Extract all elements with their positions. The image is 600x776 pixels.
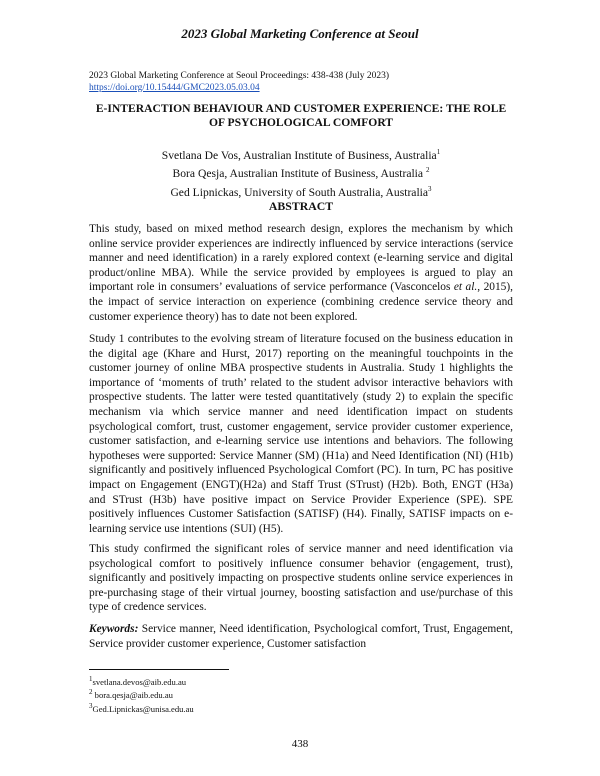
author-3 [89, 182, 513, 200]
footnote-rule [89, 669, 229, 670]
p1-text-b: , 2015), the impact of service interaction on experience (combining credence service theory and customer experience theory) has to date not been explored. [89, 281, 513, 323]
proceedings-citation: 2023 Global Marketing Conference at Seoul Proceedings: 438-438 (July 2023) [89, 71, 389, 81]
abstract-paragraph-2: Study 1 contributes to the evolving stream of literature focused on the business education in the digital age (Khare and Hurst, 2017) reporting on the meaningful touchpoints in the customer journey of online MBA prospective students in Australia. Study 1 highlights the importance of ‘moments of truth’ related to the student advisor interactive behaviors with prospective students. The latter were tested quantitatively (study 2) to explain the specific mechanism via which service manner and need identification impact on students psychological comfort, trust, customer engagement, service provider customer experience, customer satisfaction, and e-learning service use intentions and behaviors. The following hypotheses were supported: Service Manner (SM) (H1a) and Need Identification (NI) (H1b) significantly and positively influenced Psychological Comfort (PC). In turn, PC has positive impact on Engagement (ENGT)(H2a) and Staff Trust (STrust) (H2b). Both, ENGT (H3a) and STrust (H3b) have positive impact on Service Provider Experience (SPE). SPE positively influences Customer Satisfaction (SATISF) (H4). Finally, SATISF impacts on e-learning service use intentions (SUI) (H5). [89, 333, 513, 535]
author-1-sup: 1 [436, 148, 441, 156]
footnote-2-email: bora.qesja@aib.edu.au [92, 690, 173, 701]
author-3-sup: 3 [428, 184, 432, 193]
running-head: 2023 Global Marketing Conference at Seoul [181, 26, 419, 41]
footnotes [89, 674, 194, 714]
keywords-text: Service manner, Need identification, Psychological comfort, Trust, Engagement, Service provider customer experience, Customer satisfaction [89, 623, 513, 650]
author-2 [89, 163, 513, 181]
keywords-label: Keywords: [89, 623, 139, 635]
footnote-3 [89, 701, 194, 714]
author-3-text: Ged Lipnickas, University of South Australia, Australia [170, 185, 429, 199]
paper-title [89, 102, 513, 130]
footnote-2-sup: 2 [89, 688, 93, 697]
doi-link[interactable]: https://doi.org/10.15444/GMC2023.05.03.04 [89, 82, 260, 93]
author-list [89, 145, 513, 200]
footnote-1 [89, 674, 194, 687]
author-2-text: Bora Qesja, Australian Institute of Business, Australia [172, 167, 426, 181]
footnote-2 [89, 687, 194, 700]
footnote-3-sup: 3 [89, 701, 93, 710]
p1-etal: et al. [453, 281, 478, 294]
footnote-1-email: svetlana.devos@aib.edu.au [92, 676, 187, 687]
title-line-1: E-INTERACTION BEHAVIOUR AND CUSTOMER EXPERIENCE: THE ROLE [95, 102, 507, 115]
keywords [89, 622, 513, 651]
page-number: 438 [291, 738, 309, 750]
author-2-sup: 2 [425, 166, 430, 175]
footnote-1-sup: 1 [89, 675, 93, 683]
title-line-2: OF PSYCHOLOGICAL COMFORT [208, 116, 394, 129]
abstract-paragraph-1 [89, 222, 513, 324]
footnote-3-email: Ged.Lipnickas@unisa.edu.au [92, 703, 194, 714]
proceedings-info [89, 71, 389, 94]
author-1 [89, 145, 513, 163]
abstract-heading: ABSTRACT [268, 199, 334, 213]
p1-text-a: This study, based on mixed method research design, explores the mechanism by which online service provider experiences are indirectly influenced by service interactions (service manner and need identification) in a rarely explored context (e-learning service and digital product/online MBA). While the service provided by employees is argued to play an important role in consumers’ evaluations of service performance (Vasconcelos [89, 223, 513, 294]
abstract-paragraph-3: This study confirmed the significant roles of service manner and need identification via psychological comfort to positively influence consumer behavior (engagement, trust), significantly and positively impacting on prospective students online service experiences in pre-purchasing stage of their virtual journey, boosting satisfaction and use/purchase of this type of credence services. [89, 543, 513, 614]
author-1-text: Svetlana De Vos, Australian Institute of Business, Australia [161, 148, 437, 162]
